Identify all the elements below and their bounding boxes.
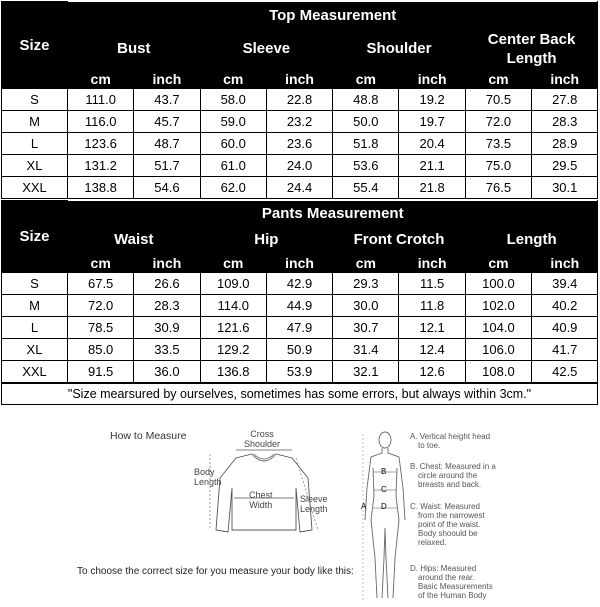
table-row (2, 177, 598, 199)
unit-header: inch (134, 253, 200, 273)
value-cell: 23.2 (266, 111, 332, 133)
label-line: Body (194, 467, 215, 477)
unit-header: cm (200, 253, 266, 273)
value-cell: 53.9 (266, 361, 332, 383)
size-cell: L (2, 317, 68, 339)
unit-header: inch (266, 69, 332, 89)
group-header: Shoulder (333, 29, 466, 69)
size-header: Size (2, 201, 68, 273)
value-cell: 138.8 (68, 177, 134, 199)
unit-header-row (2, 253, 598, 273)
top-garment-illustration (200, 438, 330, 538)
value-cell: 72.0 (465, 111, 531, 133)
size-cell: L (2, 133, 68, 155)
value-cell: 109.0 (200, 273, 266, 295)
value-cell: 114.0 (200, 295, 266, 317)
value-cell: 21.8 (399, 177, 465, 199)
value-cell: 131.2 (68, 155, 134, 177)
value-cell: 76.5 (465, 177, 531, 199)
value-cell: 30.7 (333, 317, 399, 339)
table-row (2, 317, 598, 339)
size-cell: XL (2, 155, 68, 177)
value-cell: 43.7 (134, 89, 200, 111)
value-cell: 24.0 (266, 155, 332, 177)
group-header: Front Crotch (333, 226, 466, 253)
value-cell: 47.9 (266, 317, 332, 339)
value-cell: 53.6 (333, 155, 399, 177)
value-cell: 129.2 (200, 339, 266, 361)
value-cell: 85.0 (68, 339, 134, 361)
legend-line: breasts and back. (418, 480, 482, 489)
value-cell: 75.0 (465, 155, 531, 177)
value-cell: 51.7 (134, 155, 200, 177)
value-cell: 73.5 (465, 133, 531, 155)
group-header: Length (465, 226, 598, 253)
top-measurement-table (1, 1, 598, 199)
table-row (2, 295, 598, 317)
value-cell: 22.8 (266, 89, 332, 111)
table-row (2, 111, 598, 133)
pants-table-title: Pants Measurement (68, 201, 598, 226)
garment-outline (216, 454, 312, 532)
value-cell: 121.6 (200, 317, 266, 339)
value-cell: 70.5 (465, 89, 531, 111)
value-cell: 61.0 (200, 155, 266, 177)
value-cell: 28.3 (532, 111, 598, 133)
group-header: Bust (68, 29, 201, 69)
legend-line: to toe. (418, 441, 441, 450)
value-cell: 19.2 (399, 89, 465, 111)
group-header: Hip (200, 226, 333, 253)
choose-size-instruction: To choose the correct size for you measure your body like this: (77, 566, 354, 577)
legend-line: C. Waist: Measured (410, 502, 480, 511)
value-cell: 39.4 (532, 273, 598, 295)
table-row (2, 361, 598, 383)
unit-header: cm (333, 69, 399, 89)
value-cell: 62.0 (200, 177, 266, 199)
value-cell: 45.7 (134, 111, 200, 133)
size-cell: S (2, 89, 68, 111)
how-to-measure-label: How to Measure (110, 430, 187, 442)
unit-header: cm (465, 69, 531, 89)
figure-letter-d: D (381, 502, 387, 511)
value-cell: 42.5 (532, 361, 598, 383)
label-line: Chest (249, 490, 273, 500)
pants-measurement-table (1, 200, 598, 383)
value-cell: 27.8 (532, 89, 598, 111)
value-cell: 55.4 (333, 177, 399, 199)
size-header: Size (2, 2, 68, 89)
group-header: Sleeve (200, 29, 333, 69)
value-cell: 26.6 (134, 273, 200, 295)
figure-letter-b: B (381, 467, 387, 476)
table-row (2, 339, 598, 361)
legend-line: point of the waist. (418, 520, 481, 529)
unit-header: cm (465, 253, 531, 273)
table-row (2, 89, 598, 111)
value-cell: 48.7 (134, 133, 200, 155)
unit-header: inch (399, 253, 465, 273)
unit-header: inch (399, 69, 465, 89)
unit-header: cm (68, 253, 134, 273)
value-cell: 108.0 (465, 361, 531, 383)
value-cell: 32.1 (333, 361, 399, 383)
value-cell: 100.0 (465, 273, 531, 295)
size-cell: M (2, 111, 68, 133)
table-row (2, 273, 598, 295)
legend-line: Body shoould be (418, 529, 478, 538)
unit-header: inch (532, 253, 598, 273)
unit-header: cm (333, 253, 399, 273)
measurement-note: "Size mearsured by ourselves, sometimes has some errors, but always within 3cm." (1, 383, 598, 405)
unit-header: inch (134, 69, 200, 89)
legend-line: A. Vertical height head (410, 432, 491, 441)
value-cell: 116.0 (68, 111, 134, 133)
value-cell: 30.1 (532, 177, 598, 199)
size-cell: S (2, 273, 68, 295)
legend-line: circle around the (418, 471, 478, 480)
head-outline (379, 432, 391, 448)
figure-letter-c: C (381, 485, 387, 494)
value-cell: 50.9 (266, 339, 332, 361)
size-cell: XXL (2, 177, 68, 199)
legend-a (410, 432, 490, 450)
value-cell: 91.5 (68, 361, 134, 383)
label-line: Width (249, 500, 273, 510)
unit-header: inch (266, 253, 332, 273)
legend-line: relaxed. (418, 538, 447, 547)
value-cell: 19.7 (399, 111, 465, 133)
legend-c (410, 502, 485, 547)
value-cell: 42.9 (266, 273, 332, 295)
value-cell: 54.6 (134, 177, 200, 199)
value-cell: 21.1 (399, 155, 465, 177)
value-cell: 30.0 (333, 295, 399, 317)
value-cell: 106.0 (465, 339, 531, 361)
value-cell: 67.5 (68, 273, 134, 295)
value-cell: 72.0 (68, 295, 134, 317)
value-cell: 44.9 (266, 295, 332, 317)
label-line: Sleeve (300, 494, 328, 504)
value-cell: 51.8 (333, 133, 399, 155)
legend-line: of the Human Body (418, 591, 487, 600)
value-cell: 30.9 (134, 317, 200, 339)
value-cell: 58.0 (200, 89, 266, 111)
value-cell: 29.3 (333, 273, 399, 295)
value-cell: 31.4 (333, 339, 399, 361)
value-cell: 50.0 (333, 111, 399, 133)
value-cell: 136.8 (200, 361, 266, 383)
label-line: Length (300, 504, 328, 514)
value-cell: 111.0 (68, 89, 134, 111)
top-table-title: Top Measurement (68, 2, 598, 29)
legend-line: from the narrowest (418, 511, 485, 520)
value-cell: 104.0 (465, 317, 531, 339)
value-cell: 78.5 (68, 317, 134, 339)
value-cell: 23.6 (266, 133, 332, 155)
sleeve-length-line (296, 458, 318, 530)
legend-line: Basic Measurements (418, 582, 493, 591)
value-cell: 12.1 (399, 317, 465, 339)
value-cell: 60.0 (200, 133, 266, 155)
value-cell: 24.4 (266, 177, 332, 199)
legend-b (410, 462, 496, 489)
group-header: Center Back Length (465, 29, 598, 69)
value-cell: 28.9 (532, 133, 598, 155)
label-line: Shoulder (244, 439, 281, 449)
figure-letter-a: A (361, 502, 367, 511)
group-header: Waist (68, 226, 201, 253)
value-cell: 123.6 (68, 133, 134, 155)
legend-d (410, 564, 493, 600)
size-cell: XXL (2, 361, 68, 383)
value-cell: 40.9 (532, 317, 598, 339)
human-body-figure (355, 428, 415, 606)
value-cell: 12.6 (399, 361, 465, 383)
value-cell: 36.0 (134, 361, 200, 383)
unit-header: cm (200, 69, 266, 89)
legend-line: B. Chest: Measured in a (410, 462, 496, 471)
value-cell: 41.7 (532, 339, 598, 361)
size-cell: M (2, 295, 68, 317)
value-cell: 12.4 (399, 339, 465, 361)
value-cell: 48.8 (333, 89, 399, 111)
legend-line: D. Hips: Measured (410, 564, 477, 573)
size-cell: XL (2, 339, 68, 361)
value-cell: 33.5 (134, 339, 200, 361)
value-cell: 102.0 (465, 295, 531, 317)
unit-header: cm (68, 69, 134, 89)
value-cell: 11.8 (399, 295, 465, 317)
value-cell: 29.5 (532, 155, 598, 177)
unit-header: inch (532, 69, 598, 89)
legend-line: around the rear. (418, 573, 475, 582)
table-row (2, 133, 598, 155)
value-cell: 20.4 (399, 133, 465, 155)
label-line: Cross (250, 429, 274, 439)
value-cell: 28.3 (134, 295, 200, 317)
value-cell: 40.2 (532, 295, 598, 317)
value-cell: 11.5 (399, 273, 465, 295)
unit-header-row (2, 69, 598, 89)
value-cell: 59.0 (200, 111, 266, 133)
label-line: Length (194, 477, 222, 487)
table-row (2, 155, 598, 177)
